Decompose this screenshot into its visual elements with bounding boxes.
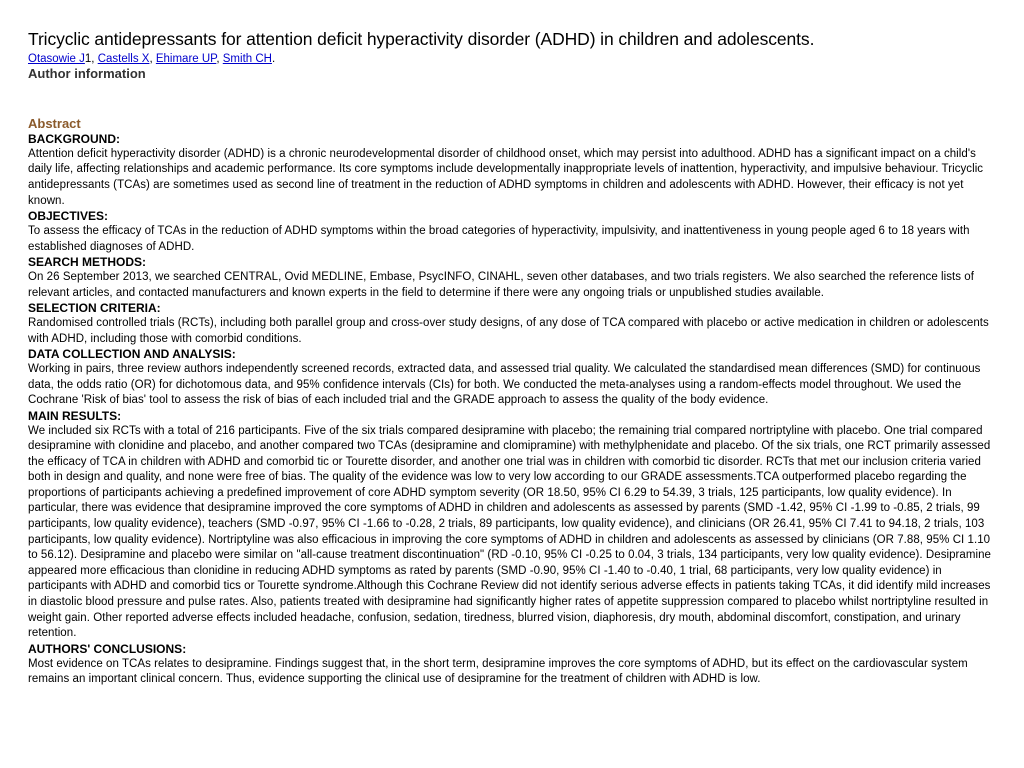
section-heading: BACKGROUND: — [28, 132, 120, 146]
section-heading: OBJECTIVES: — [28, 209, 109, 224]
author-link[interactable]: Ehimare UP — [155, 53, 217, 65]
section-text: To assess the efficacy of TCAs in the reduction of ADHD symptoms within the broad categories of hyperactivity, impulsivity, and inattentiveness in young people aged 6 to 18 years with established diagnoses of ADHD. — [28, 224, 970, 253]
section-heading: DATA COLLECTION AND ANALYSIS: — [28, 347, 236, 362]
abstract-section-background — [28, 132, 996, 209]
section-heading: SELECTION CRITERIA: — [28, 301, 161, 316]
abstract-section-selection-criteria — [28, 301, 996, 347]
section-heading: AUTHORS' CONCLUSIONS: — [28, 641, 187, 656]
abstract-section-objectives — [28, 209, 996, 255]
author-link[interactable]: Otasowie J — [28, 53, 85, 65]
abstract-section-main-results — [28, 409, 996, 642]
author-link[interactable]: Smith CH — [222, 53, 272, 65]
section-text: Working in pairs, three review authors independently screened records, extracted data, and assessed trial quality. We calculated the standardised mean differences (SMD) for continuous data, the odds ratio (OR) for dichotomous data, and 95% confidence intervals (CIs) for both. We conducted the meta-analyses using a random-effects model throughout. We used the Cochrane 'Risk of bias' tool to assess the risk of bias of each included trial and the GRADE approach to assess the quality of the body evidence. — [28, 362, 981, 407]
section-text: On 26 September 2013, we searched CENTRAL, Ovid MEDLINE, Embase, PsycINFO, CINAHL, seven other databases, and two trials registers. We also searched the reference lists of relevant articles, and contacted manufacturers and known experts in the field to determine if there were any ongoing trials or unpublished studies available. — [28, 270, 975, 299]
abstract-section-search-methods — [28, 255, 996, 301]
abstract-section-conclusions — [28, 642, 996, 688]
section-heading: SEARCH METHODS: — [28, 255, 147, 270]
article-title: Tricyclic antidepressants for attention deficit hyperactivity disorder (ADHD) in children and adolescents. — [28, 29, 815, 49]
section-text: Attention deficit hyperactivity disorder (ADHD) is a chronic neurodevelopmental disorder of childhood onset, which may persist into adulthood. ADHD has a significant impact on a child's daily life, affecting relationships and academic performance. Its core symptoms include developmentally inappropriate levels of inattention, hyperactivity, and impulsive behaviour. Tricyclic antidepressants (TCAs) are sometimes used as second line of treatment in the reduction of ADHD symptoms in children and adolescents with ADHD. However, their efficacy is not yet known. — [28, 147, 984, 207]
author-affiliation-marker: 1 — [84, 53, 92, 65]
author-information-toggle[interactable]: Author information — [28, 66, 146, 81]
section-text: Most evidence on TCAs relates to desipramine. Findings suggest that, in the short term, desipramine improves the core symptoms of ADHD, but its effect on the cardiovascular system remains an important clinical concern. Thus, evidence supporting the clinical use of desipramine for the treatment of children with ADHD is low. — [28, 657, 968, 686]
section-heading: MAIN RESULTS: — [28, 408, 122, 423]
abstract-section-data-collection — [28, 347, 996, 409]
section-text: We included six RCTs with a total of 216 participants. Five of the six trials compared desipramine with placebo; the remaining trial compared nortriptyline with placebo. One trial compared desipramine with clonidine and placebo, and another compared two TCAs (desipramine and clomipramine) with methylphenidate and placebo. Of the six trials, one RCT primarily assessed the efficacy of TCA in children with ADHD and comorbid tic or Tourette disorder, and another one trial was in children with comorbid tic disorder. RCTs that met our inclusion criteria varied both in design and quality, and none were free of bias. The quality of the evidence was low to very low according to our GRADE assessments.TCA outperformed placebo regarding the proportions of participants achieving a predefined improvement of core ADHD symptom severity (OR 18.50, 95% CI 6.29 to 54.39, 3 trials, 125 participants, low quality evidence). In particular, there was evidence that desipramine improved the core symptoms of ADHD in children and adolescents as assessed by parents (SMD -1.42, 95% CI -1.99 to -0.85, 2 trials, 99 participants, low quality evidence), teachers (SMD -0.97, 95% CI -1.66 to -0.28, 2 trials, 89 participants, low quality evidence), and clinicians (OR 26.41, 95% CI 7.41 to 94.18, 2 trials, 103 participants, low quality evidence). Nortriptyline was also efficacious in improving the core symptoms of ADHD in children and adolescents as assessed by clinicians (OR 7.88, 95% CI 1.10 to 56.12). Desipramine and placebo were similar on "all-cause treatment discontinuation" (RD -0.10, 95% CI -0.25 to 0.04, 3 trials, 134 participants, very low quality evidence). Desipramine appeared more efficacious than clonidine in reducing ADHD symptoms as rated by parents (SMD -0.90, 95% CI -1.40 to -0.40, 1 trial, 68 participants, very low quality evidence) in participants with ADHD and comorbid tics or Tourette syndrome.Although this Cochrane Review did not identify serious adverse effects in patients taking TCAs, it did identify mild increases in diastolic blood pressure and pulse rates. Also, patients treated with desipramine had significantly higher rates of appetite suppression compared to placebo whilst nortriptyline resulted in weight gain. Other reported adverse effects included headache, confusion, sedation, tiredness, blurred vision, diaphoresis, dry mouth, abdominal discomfort, constipation, and urinary retention. — [28, 424, 991, 640]
article-page — [28, 28, 996, 688]
author-link[interactable]: Castells X — [97, 53, 150, 65]
abstract-heading: Abstract — [28, 116, 81, 131]
author-list: Otasowie J1, Castells X, Ehimare UP, Smith CH. — [28, 53, 276, 65]
section-text: Randomised controlled trials (RCTs), including both parallel group and cross-over study designs, of any dose of TCA compared with placebo or active medication in children or adolescents with ADHD, including those with comorbid conditions. — [28, 316, 989, 345]
